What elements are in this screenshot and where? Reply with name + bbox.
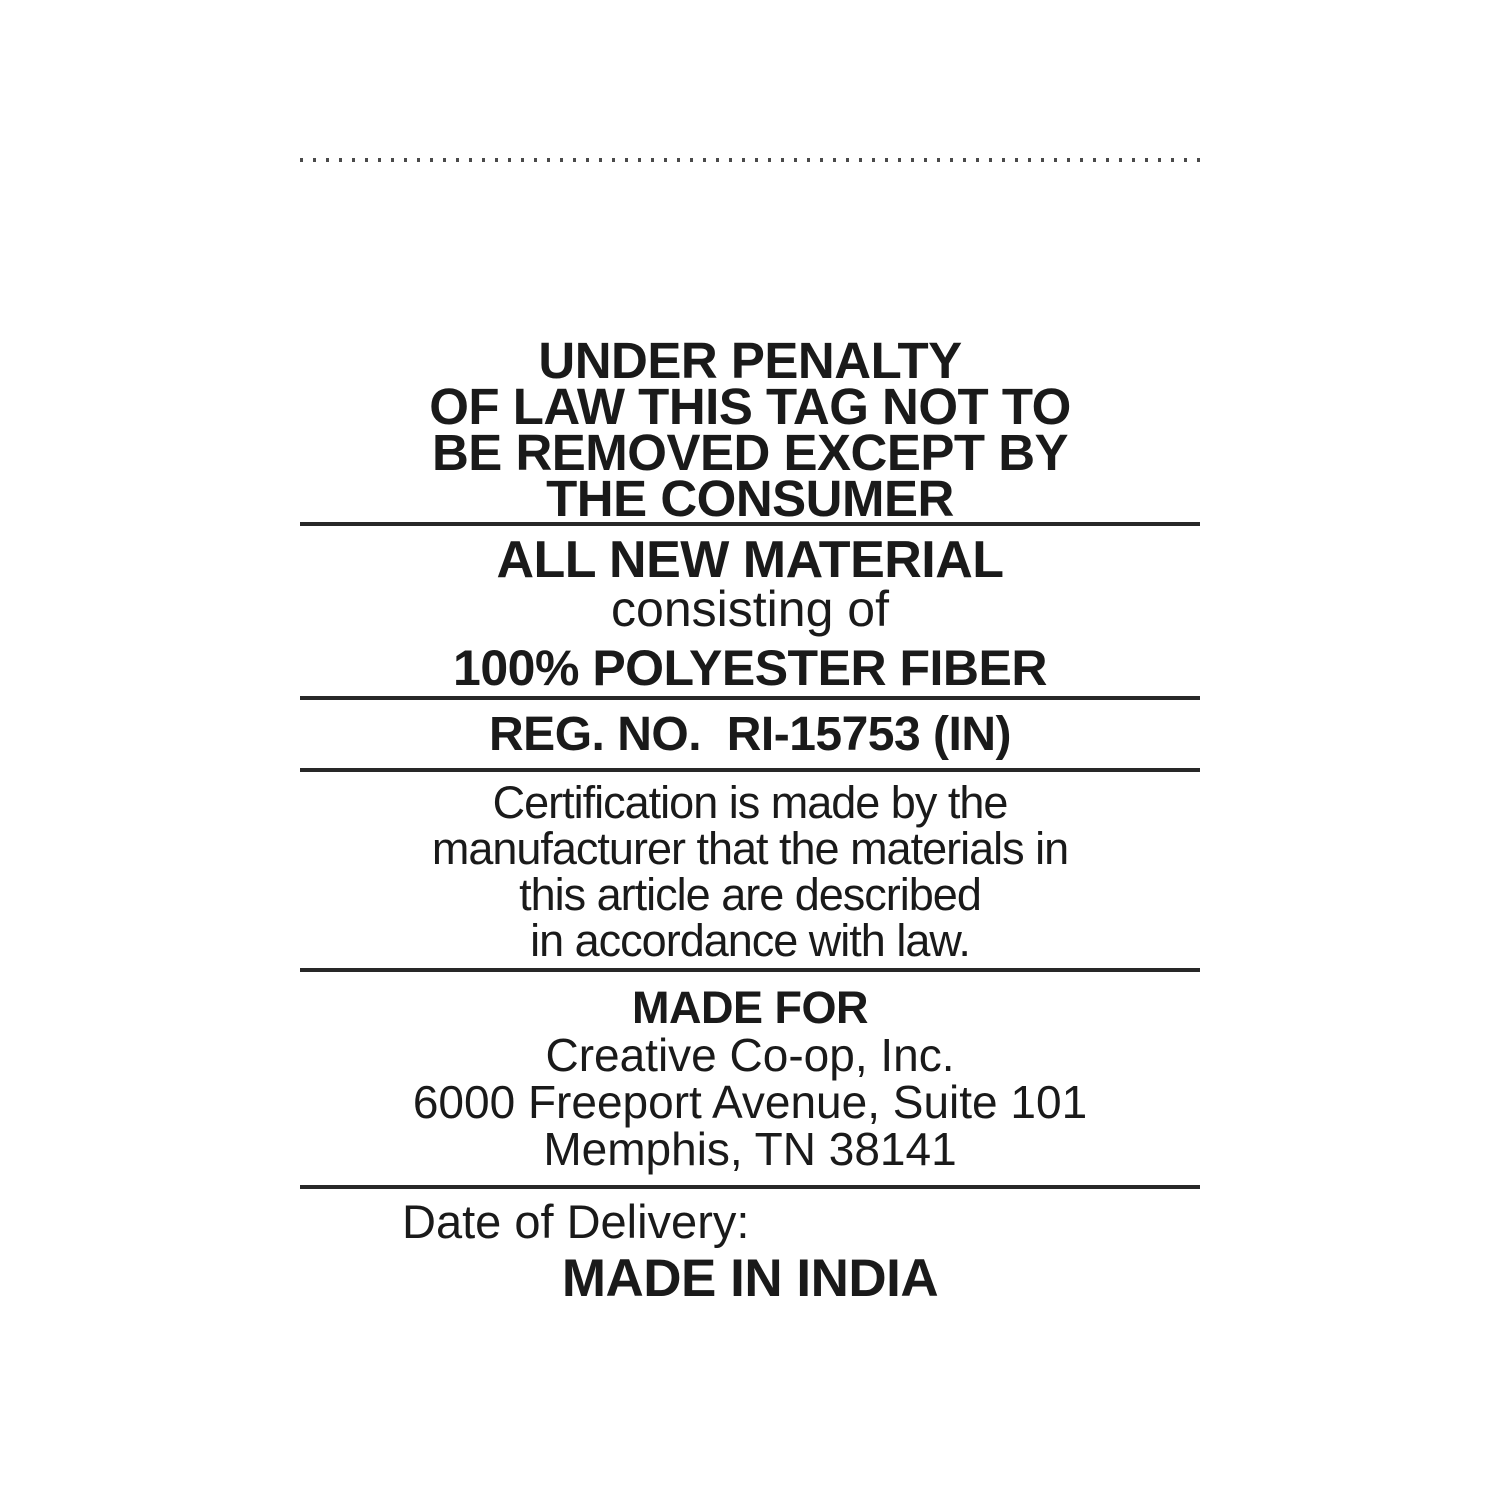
material-subtitle: consisting of	[611, 581, 889, 637]
country-of-origin: MADE IN INDIA	[561, 1249, 939, 1308]
certification-line: this article are described	[519, 869, 981, 920]
penalty-warning-line: THE CONSUMER	[546, 470, 954, 527]
registration-section	[300, 700, 1200, 772]
penalty-warning-line: OF LAW THIS TAG NOT TO	[429, 378, 1071, 435]
certification-line: in accordance with law.	[530, 915, 970, 966]
made-for-section	[300, 972, 1200, 1189]
penalty-warning-line: BE REMOVED EXCEPT BY	[431, 424, 1069, 481]
company-name: Creative Co-op, Inc.	[545, 1029, 955, 1081]
law-label-tag	[300, 158, 1200, 1307]
certification-line: manufacturer that the materials in	[431, 823, 1069, 874]
material-section	[300, 526, 1200, 700]
date-of-delivery-label: Date of Delivery:	[402, 1195, 750, 1248]
address-line: Memphis, TN 38141	[543, 1123, 957, 1175]
footer-section	[300, 1189, 1200, 1307]
penalty-warning-section	[300, 162, 1200, 526]
certification-line: Certification is made by the	[492, 777, 1008, 828]
material-content: 100% POLYESTER FIBER	[453, 640, 1047, 696]
material-title: ALL NEW MATERIAL	[496, 531, 1004, 589]
certification-section	[300, 772, 1200, 972]
made-for-title: MADE FOR	[632, 982, 868, 1033]
registration-number: REG. NO. RI-15753 (IN)	[489, 708, 1011, 761]
penalty-warning-line: UNDER PENALTY	[538, 332, 962, 389]
address-line: 6000 Freeport Avenue, Suite 101	[412, 1076, 1088, 1128]
